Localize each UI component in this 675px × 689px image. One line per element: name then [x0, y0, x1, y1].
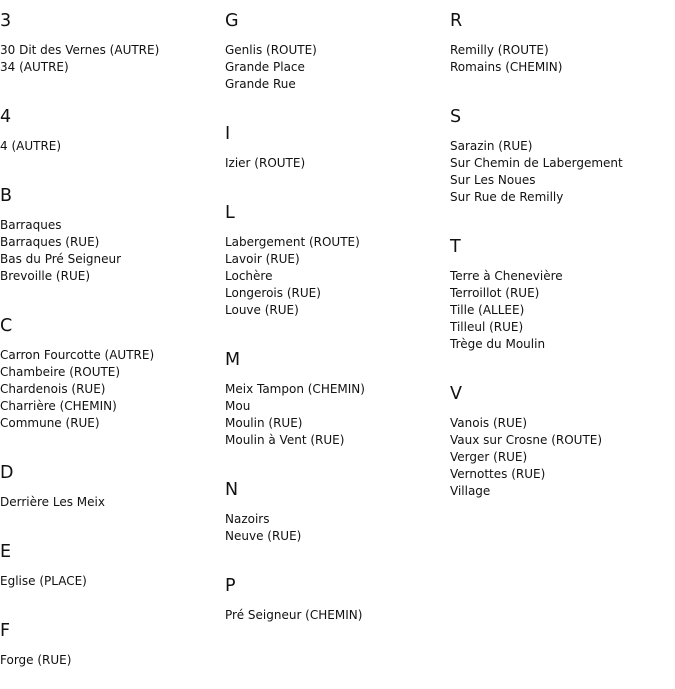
- street-name: Verger (RUE): [450, 450, 528, 464]
- letter-heading: E: [0, 542, 12, 562]
- street-name: Longerois (RUE): [225, 286, 321, 300]
- street-list: [0, 573, 225, 590]
- street-name: Lavoir (RUE): [225, 252, 300, 266]
- letter-group: [225, 192, 450, 319]
- letter-group: [450, 0, 675, 76]
- street-name: Chardenois (RUE): [0, 382, 106, 396]
- letter-group: [0, 531, 225, 590]
- letter-group: [225, 113, 450, 172]
- street-list: [450, 138, 675, 206]
- street-name: Romains (CHEMIN): [450, 60, 563, 74]
- street-name: Pré Seigneur (CHEMIN): [225, 608, 363, 622]
- street-name: Grande Place: [225, 60, 305, 74]
- street-name: Izier (ROUTE): [225, 156, 306, 170]
- street-name: Vanois (RUE): [450, 416, 528, 430]
- street-list: [0, 217, 225, 285]
- letter-group: [0, 96, 225, 155]
- street-name: Vaux sur Crosne (ROUTE): [450, 433, 603, 447]
- street-name: Chambeire (ROUTE): [0, 365, 121, 379]
- street-name: Terroillot (RUE): [450, 286, 540, 300]
- street-name: Sarazin (RUE): [450, 139, 533, 153]
- street-name: Sur Rue de Remilly: [450, 190, 564, 204]
- street-name: Genlis (ROUTE): [225, 43, 317, 57]
- street-list: [225, 42, 450, 93]
- street-name: 4 (AUTRE): [0, 139, 62, 153]
- letter-group: [225, 469, 450, 545]
- street-name: Eglise (PLACE): [0, 574, 87, 588]
- street-name: Brevoille (RUE): [0, 269, 90, 283]
- street-name: Barraques (RUE): [0, 235, 100, 249]
- street-name: Sur Chemin de Labergement: [450, 156, 623, 170]
- letter-heading: D: [0, 463, 14, 483]
- letter-heading: N: [225, 480, 239, 500]
- street-name: Louve (RUE): [225, 303, 299, 317]
- street-name: Village: [450, 484, 491, 498]
- letter-group: [0, 175, 225, 285]
- letter-group: [450, 373, 675, 500]
- street-name: Nazoirs: [225, 512, 270, 526]
- letter-group: [0, 610, 225, 669]
- letter-group: [0, 305, 225, 432]
- letter-heading: S: [450, 107, 462, 127]
- street-name: Vernottes (RUE): [450, 467, 546, 481]
- letter-group: [0, 0, 225, 76]
- letter-heading: 3: [0, 11, 12, 31]
- street-name: Tilleul (RUE): [450, 320, 524, 334]
- letter-group: [225, 0, 450, 93]
- street-list: [0, 42, 225, 76]
- street-list: [225, 607, 450, 624]
- street-list: [225, 155, 450, 172]
- letter-heading: C: [0, 316, 13, 336]
- letter-heading: M: [225, 350, 241, 370]
- letter-heading: V: [450, 384, 462, 404]
- street-name: Charrière (CHEMIN): [0, 399, 117, 413]
- letter-heading: T: [450, 237, 461, 257]
- letter-heading: P: [225, 576, 236, 596]
- street-name: Forge (RUE): [0, 653, 72, 667]
- letter-heading: 4: [0, 107, 12, 127]
- street-list: [0, 138, 225, 155]
- street-name: Labergement (ROUTE): [225, 235, 360, 249]
- street-name: Trège du Moulin: [450, 337, 546, 351]
- street-name: Grande Rue: [225, 77, 296, 91]
- street-name: Barraques: [0, 218, 62, 232]
- letter-heading: G: [225, 11, 239, 31]
- street-name: Commune (RUE): [0, 416, 100, 430]
- letter-group: [450, 226, 675, 353]
- street-name: Mou: [225, 399, 251, 413]
- street-list: [225, 511, 450, 545]
- street-name: Derrière Les Meix: [0, 495, 105, 509]
- street-list: [0, 347, 225, 432]
- letter-group: [450, 96, 675, 206]
- street-name: Terre à Chenevière: [450, 269, 563, 283]
- street-name: Sur Les Noues: [450, 173, 536, 187]
- street-list: [450, 268, 675, 353]
- letter-heading: F: [0, 621, 11, 641]
- street-name: Neuve (RUE): [225, 529, 302, 543]
- letter-group: [225, 339, 450, 449]
- letter-heading: R: [450, 11, 463, 31]
- street-name: Carron Fourcotte (AUTRE): [0, 348, 155, 362]
- street-list: [0, 494, 225, 511]
- street-name: Moulin à Vent (RUE): [225, 433, 345, 447]
- letter-group: [0, 452, 225, 511]
- street-name: Lochère: [225, 269, 273, 283]
- letter-heading: B: [0, 186, 13, 206]
- street-list: [450, 415, 675, 500]
- street-name: Remilly (ROUTE): [450, 43, 549, 57]
- street-list: [450, 42, 675, 76]
- street-name: Tille (ALLEE): [450, 303, 525, 317]
- index-column-3: [450, 0, 675, 520]
- index-column-2: [225, 0, 450, 644]
- index-column-1: [0, 0, 225, 689]
- street-name: 34 (AUTRE): [0, 60, 69, 74]
- letter-heading: L: [225, 203, 235, 223]
- street-list: [0, 652, 225, 669]
- street-name: Moulin (RUE): [225, 416, 303, 430]
- street-name: Bas du Pré Seigneur: [0, 252, 122, 266]
- letter-heading: I: [225, 124, 231, 144]
- letter-group: [225, 565, 450, 624]
- street-name: 30 Dit des Vernes (AUTRE): [0, 43, 160, 57]
- street-name: Meix Tampon (CHEMIN): [225, 382, 365, 396]
- street-list: [225, 234, 450, 319]
- street-list: [225, 381, 450, 449]
